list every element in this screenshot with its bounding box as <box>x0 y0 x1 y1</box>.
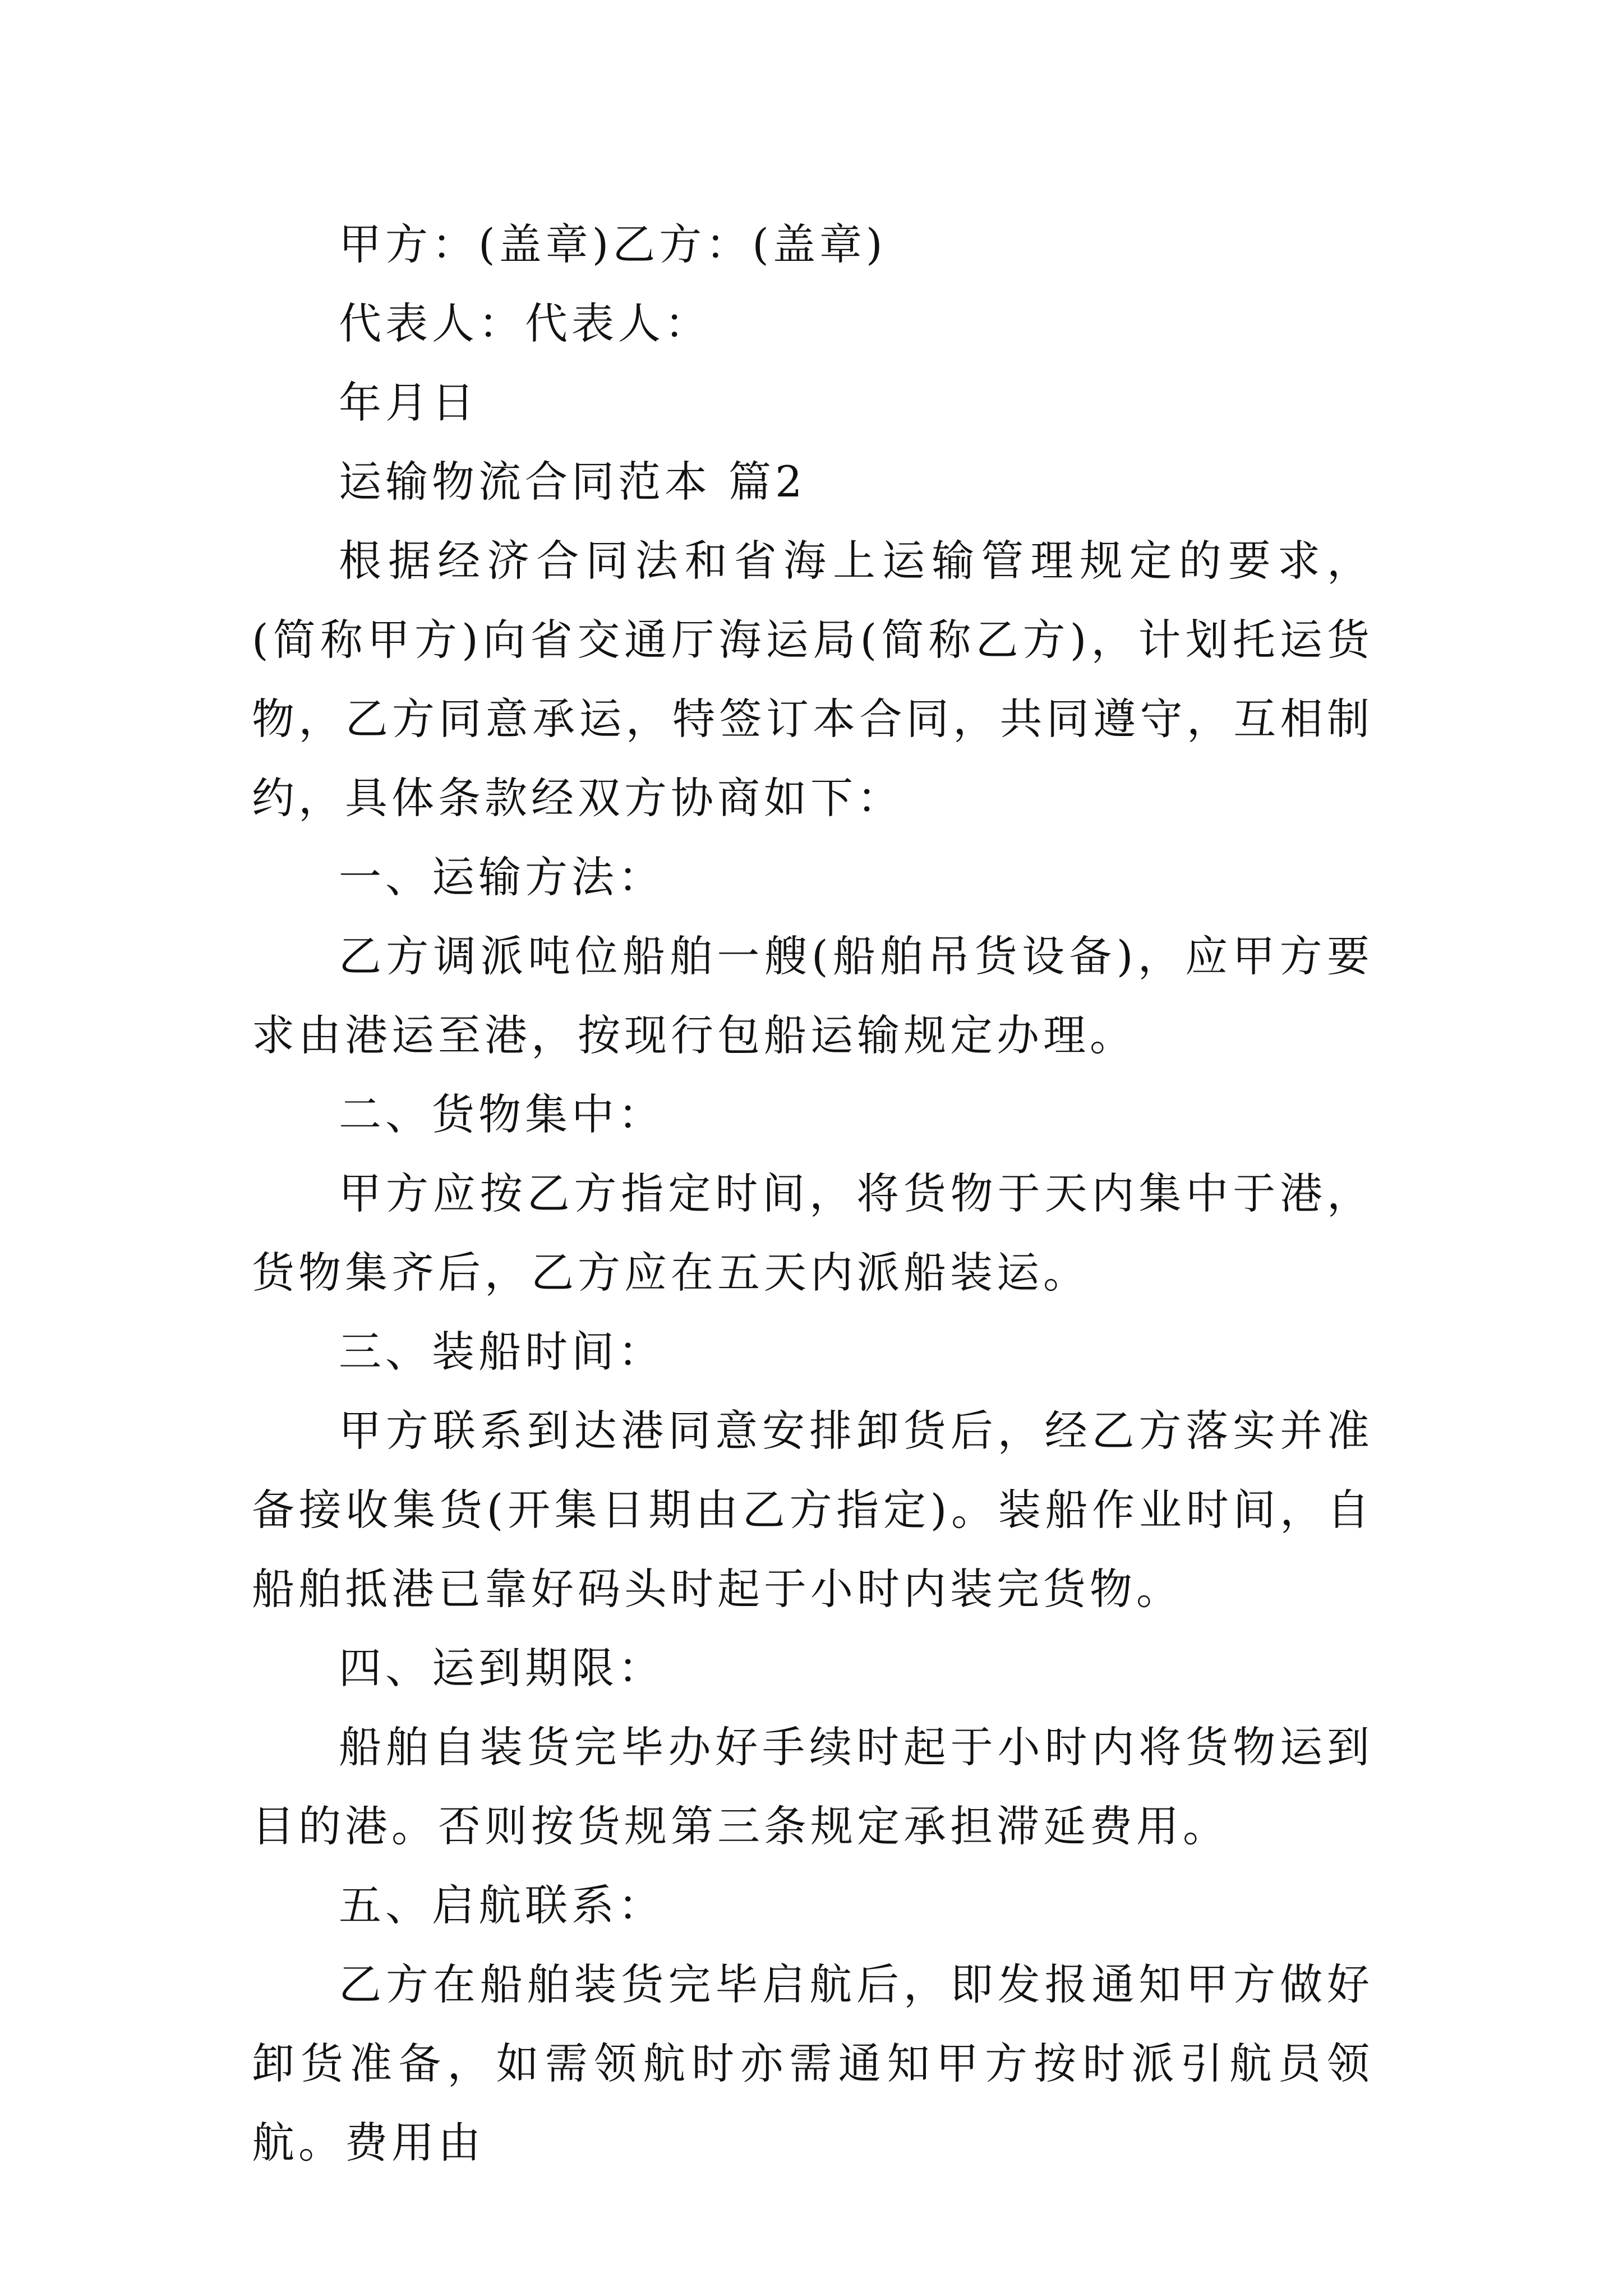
signature-seal-line: 甲方：(盖章)乙方：(盖章) <box>339 219 887 269</box>
clause-heading: 五、启航联系： <box>339 1880 665 1930</box>
section-title: 运输物流合同范本 篇2 <box>339 457 806 507</box>
document-body <box>252 205 1373 2182</box>
clause-paragraph: 乙方调派吨位船舶一艘(船舶吊货设备)，应甲方要求由港运至港，按现行包船运输规定办理。 <box>252 931 1373 1060</box>
clause-heading: 一、运输方法： <box>339 852 665 902</box>
clause-paragraph: 甲方联系到达港同意安排卸货后，经乙方落实并准备接收集货(开集日期由乙方指定)。装船作业时间，自船舶抵港已靠好码头时起于小时内装完货物。 <box>252 1406 1373 1614</box>
clause-paragraph: 甲方应按乙方指定时间，将货物于天内集中于港，货物集齐后，乙方应在五天内派船装运。 <box>252 1168 1373 1297</box>
clause-heading: 四、运到期限： <box>339 1643 665 1693</box>
clause-paragraph: 乙方在船舶装货完毕启航后，即发报通知甲方做好卸货准备，如需领航时亦需通知甲方按时派引航员领航。费用由 <box>252 1959 1373 2168</box>
date-line: 年月日 <box>339 378 478 427</box>
intro-paragraph: 根据经济合同法和省海上运输管理规定的要求，(简称甲方)向省交通厅海运局(简称乙方)，计划托运货物，乙方同意承运，特签订本合同，共同遵守，互相制约，具体条款经双方协商如下： <box>252 536 1373 823</box>
clause-paragraph: 船舶自装货完毕办好手续时起于小时内将货物运到目的港。否则按货规第三条规定承担滞延费用。 <box>252 1722 1373 1851</box>
clause-heading: 二、货物集中： <box>339 1089 665 1139</box>
clause-heading: 三、装船时间： <box>339 1327 665 1377</box>
representative-line: 代表人：代表人： <box>339 298 711 348</box>
